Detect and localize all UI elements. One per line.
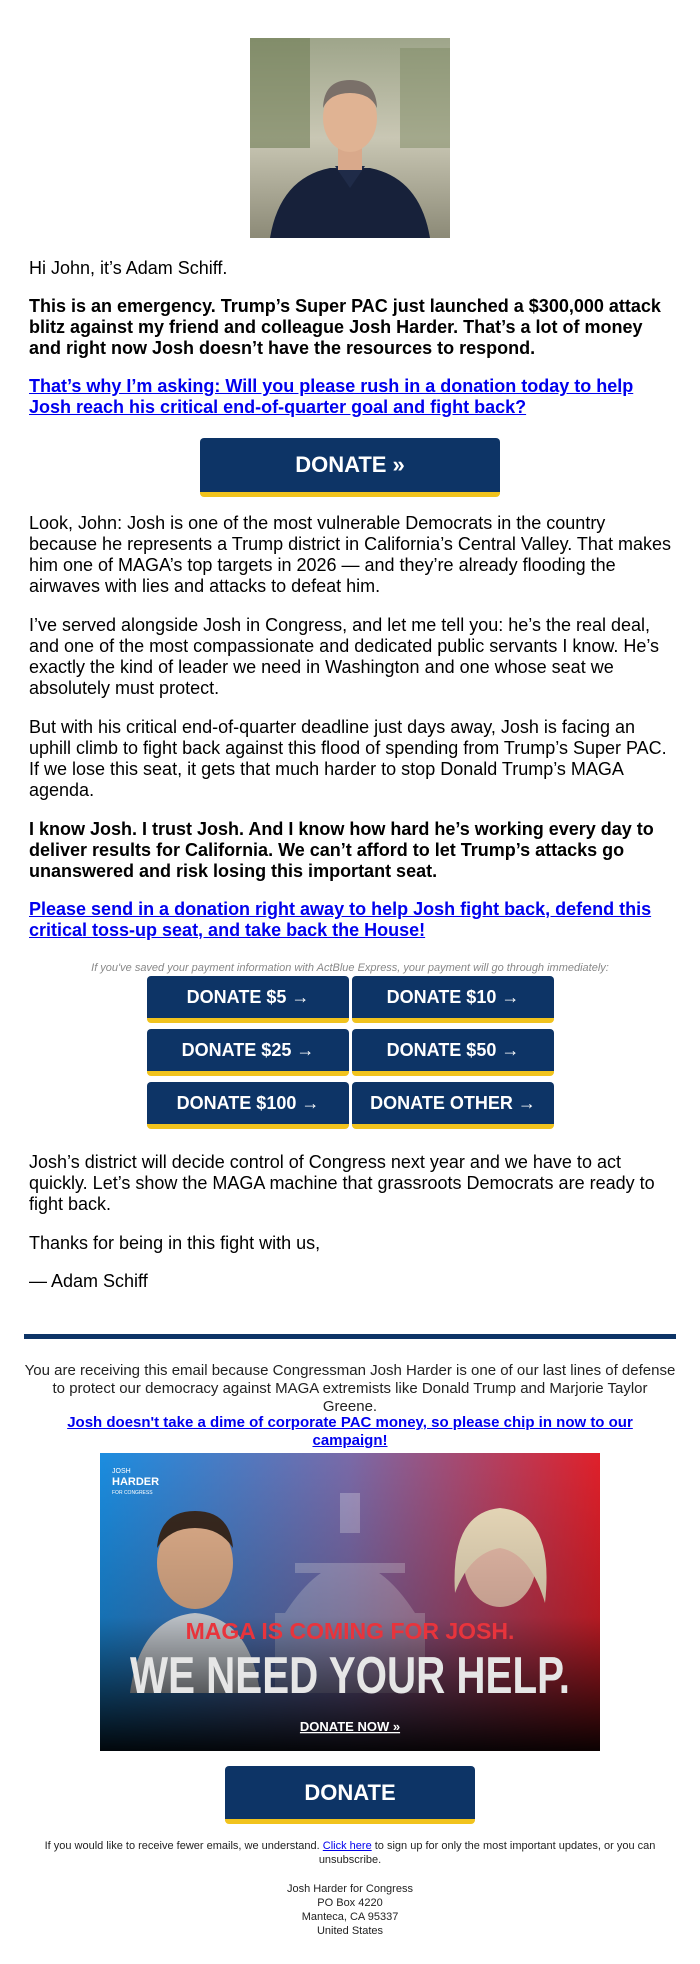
donate-5-button[interactable]: DONATE $5 → <box>147 976 349 1023</box>
donate-100-button[interactable]: DONATE $100 → <box>147 1082 349 1129</box>
donate-other-button[interactable]: DONATE OTHER → <box>352 1082 554 1129</box>
donate-50-button[interactable]: DONATE $50 → <box>352 1029 554 1076</box>
banner-logo-name: HARDER <box>112 1476 160 1488</box>
greeting: Hi John, it’s Adam Schiff. <box>29 258 228 278</box>
body-paragraph-4: I know Josh. I trust Josh. And I know how hard he’s working every day to deliver results for California. We can’t afford to let Trump’s attacks go unanswered and risk losing this important seat. <box>29 819 654 881</box>
banner-headline-2: WE NEED YOUR HELP. <box>130 1647 570 1705</box>
emergency-paragraph: This is an emergency. Trump’s Super PAC just launched a $300,000 attack blitz against my friend and colleague Josh Harder. That’s a lot of money and right now Josh doesn’t have the resources to respond. <box>29 296 661 358</box>
fewer-emails-note <box>20 1839 680 1867</box>
banner-logo-sub: FOR CONGRESS <box>112 1490 153 1496</box>
donate-25-button[interactable]: DONATE $25 → <box>147 1029 349 1076</box>
send-donation-link[interactable]: Please send in a donation right away to help Josh fight back, defend this critical toss-up seat, and take back the House! <box>29 899 652 940</box>
body-paragraph-1: Look, John: Josh is one of the most vulnerable Democrats in the country because he represents a Trump district in California’s Central Valley. That makes him one of MAGA’s top targets in 2026 — and they’re already flooding the airwaves with lies and attacks to defeat him. <box>29 513 671 596</box>
actblue-note: If you've saved your payment information with ActBlue Express, your payment will go through immediately: <box>91 962 609 974</box>
fewer-emails-post: to sign up for only the most important updates, or you can unsubscribe. <box>318 1840 656 1866</box>
body-paragraph-5: Josh’s district will decide control of Congress next year and we have to act quickly. Let’s show the MAGA machine that grassroots Democrats are ready to fight back. <box>29 1152 655 1214</box>
address-line-1: Josh Harder for Congress <box>287 1883 413 1895</box>
banner-cta[interactable]: DONATE NOW » <box>299 1719 401 1734</box>
footer-donate-button[interactable]: DONATE <box>225 1766 475 1824</box>
body-paragraph-3: But with his critical end-of-quarter deadline just days away, Josh is facing an uphill climb to fight back against this flood of spending from Trump’s Super PAC. If we lose this seat, it gets that much harder to stop Donald Trump’s MAGA agenda. <box>29 717 667 800</box>
ask-donation-link[interactable]: That’s why I’m asking: Will you please rush in a donation today to help Josh reach his critical end-of-quarter goal and fight back? <box>29 376 634 417</box>
signoff: — Adam Schiff <box>29 1271 148 1291</box>
footer-divider <box>24 1334 676 1339</box>
donate-10-button[interactable]: DONATE $10 → <box>352 976 554 1023</box>
maga-banner-image[interactable] <box>100 1453 600 1751</box>
address-line-4: United States <box>316 1925 384 1937</box>
body-paragraph-2: I’ve served alongside Josh in Congress, and let me tell you: he’s the real deal, and one of the most compassionate and dedicated public servants I know. He’s exactly the kind of leader we need in Washington and one whose seat we absolutely must protect. <box>29 615 660 698</box>
banner-headline-1: MAGA IS COMING FOR JOSH. <box>185 1618 515 1644</box>
thanks-line: Thanks for being in this fight with us, <box>29 1233 321 1253</box>
address-line-2: PO Box 4220 <box>317 1897 383 1909</box>
banner-logo-top: JOSH <box>112 1468 131 1475</box>
fewer-emails-pre: If you would like to receive fewer emails, we understand. <box>44 1840 323 1852</box>
donate-main-button[interactable]: DONATE » <box>200 438 500 497</box>
headshot-photo <box>250 38 450 238</box>
footer-pac-link[interactable]: Josh doesn't take a dime of corporate PAC money, so please chip in now to our campaign! <box>67 1414 633 1449</box>
fewer-emails-link[interactable]: Click here <box>322 1840 372 1852</box>
mailing-address <box>0 1882 700 1938</box>
address-line-3: Manteca, CA 95337 <box>301 1911 399 1923</box>
footer-reason: You are receiving this email because Congressman Josh Harder is one of our last lines of defense to protect our democracy against MAGA extremists like Donald Trump and Marjorie Taylor Greene. <box>24 1362 676 1415</box>
